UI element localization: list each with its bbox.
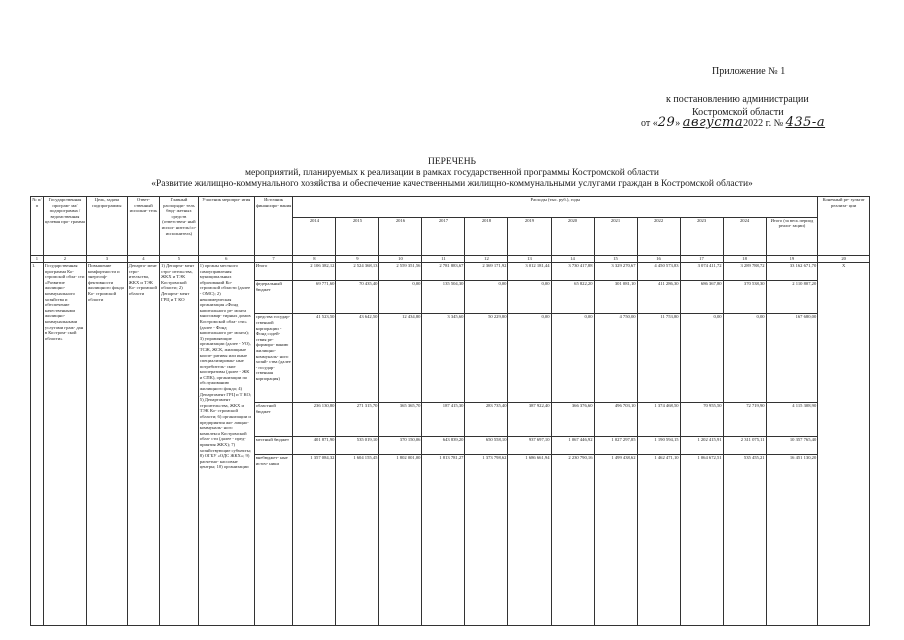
value-cell: 1 499 438,62 [594, 455, 637, 626]
appendix-date-line [641, 115, 825, 130]
value-cell: 496 703,10 [594, 403, 637, 436]
value-cell: 401 871,90 [293, 436, 336, 454]
value-cell: 643 839,20 [422, 436, 465, 454]
source-label: областной бюджет [254, 403, 293, 436]
total-cell: 2 110 807,20 [766, 281, 818, 314]
value-cell: 1 813 781,27 [422, 455, 465, 626]
date-day-handwritten: 29 [657, 115, 676, 130]
header-source: Источник финансиро- вания [254, 197, 293, 256]
total-cell: 33 162 671,70 [766, 263, 818, 281]
value-cell: 2 559 351,56 [379, 263, 422, 281]
source-label: местный бюджет [254, 436, 293, 454]
header-year: 2024 [723, 217, 766, 255]
value-cell: 283 735,40 [465, 403, 508, 436]
date-prefix: от « [641, 118, 658, 129]
column-number-row [31, 256, 870, 263]
value-cell: 3 012 181,44 [508, 263, 551, 281]
document-subtitle: мероприятий, планируемых к реализации в рамках государственной программы Костромской области [244, 168, 659, 178]
column-number: 17 [680, 256, 723, 263]
value-cell: 3 345,60 [422, 314, 465, 403]
header-year: 2020 [551, 217, 594, 255]
value-cell: 411 286,30 [637, 281, 680, 314]
row-number: 1. [31, 263, 44, 626]
value-cell: 236 130,80 [293, 403, 336, 436]
value-cell: 1 802 001,00 [379, 455, 422, 626]
value-cell: 72 719,90 [723, 403, 766, 436]
total-cell: 167 680,00 [766, 314, 818, 403]
column-number: 10 [379, 256, 422, 263]
value-cell: 4 750,00 [594, 314, 637, 403]
value-cell: 187 415,30 [422, 403, 465, 436]
value-cell: 271 315,70 [336, 403, 379, 436]
header-manager: Главный распоряди- тель бюд- жетных средств (ответствен- ный испол- нитель/со- исполнитель) [160, 197, 199, 256]
value-cell: 0,00 [465, 281, 508, 314]
value-cell: 0,00 [508, 281, 551, 314]
appendix-line1: к постановлению администрации [666, 94, 809, 105]
document-number-handwritten: 435-а [785, 115, 826, 130]
value-cell: 0,00 [723, 314, 766, 403]
column-number: 16 [637, 256, 680, 263]
column-number: 13 [508, 256, 551, 263]
value-cell: 387 922,40 [508, 403, 551, 436]
header-no: № п/п [31, 197, 44, 256]
value-cell: 365 365,70 [379, 403, 422, 436]
value-cell: 1 064 672,51 [680, 455, 723, 626]
value-cell: 1 202 415,91 [680, 436, 723, 454]
column-number: 6 [198, 256, 254, 263]
document-title: ПЕРЕЧЕНЬ [427, 157, 477, 167]
value-cell: 65 822,20 [551, 281, 594, 314]
source-label: Итого [254, 263, 293, 281]
header-year: 2014 [293, 217, 336, 255]
header-goal: Цель, задача подпрограммы [86, 197, 127, 256]
value-cell: 2 311 075,11 [723, 436, 766, 454]
value-cell: 1 604 155,45 [336, 455, 379, 626]
value-cell: 69 771,60 [293, 281, 336, 314]
row-program: Государственная программа Ко- стромской обла- сти «Развитие жилищно- коммунального хозяйства и обеспечение качественными жилищно- коммунальными услугами граж- дан в Костром- ской области» [43, 263, 86, 626]
header-expenses: Расходы (тыс. руб.), годы [293, 197, 818, 218]
value-cell: 0,00 [680, 314, 723, 403]
header-result: Конечный ре- зультат реализа- ции [818, 197, 870, 256]
row-participant: 1) органы местного самоуправления муниципальных образований Ко- стромской области (далее - ОМС); 2) некоммерческая организация «Фонд капитального ре- монта многоквар- тирных домов Костромской обла- сти» (далее - Фонд капитального ре- монта); 3) управляющие организации (далее - УО), ТСЖ, ЖСК, жилищные коопе- ративы или иные специализирован- ные потребитель- ские кооперативы (далее - ЖК и СПК), организации по обслуживанию жилищного фонда; 4) Департамент ГРЦ и Т КО; 5) Департамент строительства, ЖКХ и ТЭК Ко- стромской области; 6) организации и предприятия жи- лищно-коммуналь- ного комплекса Костромской обла- сти (далее - пред- приятия ЖКХ); 7) хозяйствующие субъекты; 8) ОГБУ «ОДС ЖКХ»; 9) расчетно- кассовые центры; 10) организации [198, 263, 254, 626]
header-program: Государственная програм- ма/подпрограмма /ведомственная целевая про- грамма [43, 197, 86, 256]
value-cell: 2 369 171,92 [465, 263, 508, 281]
value-cell: 301 081,10 [594, 281, 637, 314]
value-cell: 1 357 084,32 [293, 455, 336, 626]
value-cell: 1 374 468,50 [637, 403, 680, 436]
column-number: 8 [293, 256, 336, 263]
column-number: 7 [254, 256, 293, 263]
column-number: 19 [766, 256, 818, 263]
value-cell: 937 697,10 [508, 436, 551, 454]
header-total: Итого (за весь период реали- зации) [766, 217, 818, 255]
column-number: 15 [594, 256, 637, 263]
column-number: 2 [43, 256, 86, 263]
value-cell: 2 106 382,12 [293, 263, 336, 281]
row-responsible: Департа- мент стро- ительства, ЖКХ и ТЭК Ко- стромской области [127, 263, 159, 626]
column-number: 1 [31, 256, 44, 263]
value-cell: 2 524 368,13 [336, 263, 379, 281]
date-month-handwritten: августа [682, 115, 744, 130]
value-cell: 535 455,21 [723, 455, 766, 626]
value-cell: 0,00 [379, 281, 422, 314]
value-cell: 366 376,60 [551, 403, 594, 436]
header-year: 2021 [594, 217, 637, 255]
column-number: 9 [336, 256, 379, 263]
row-manager: 1) Департа- мент стро- ительства, ЖКХ и ТЭК Костромской области; 2) Департа- мент ГРЦ и Т КО [160, 263, 199, 626]
value-cell: 70 955,50 [680, 403, 723, 436]
appendix-line2: Костромской области [692, 107, 784, 118]
table-row [31, 263, 870, 281]
row-goal: Повышение комфортности и энергоэф- фективности жилищного фонда Ко- стромской области [86, 263, 127, 626]
value-cell: 1 190 594,15 [637, 436, 680, 454]
program-name: «Развитие жилищно-коммунального хозяйства и обеспечение качественными жилищно-коммунальными услугами граждан в Костромской области» [151, 179, 753, 189]
value-cell: 2 230 790,16 [551, 455, 594, 626]
value-cell: 1 067 446,92 [551, 436, 594, 454]
column-number: 3 [86, 256, 127, 263]
value-cell: 41 523,50 [293, 314, 336, 403]
column-number: 5 [160, 256, 199, 263]
header-year: 2017 [422, 217, 465, 255]
date-mid: » [675, 118, 683, 129]
value-cell: 43 642,50 [336, 314, 379, 403]
appendix-title: Приложение № 1 [712, 66, 786, 77]
column-number: 18 [723, 256, 766, 263]
header-responsible: Ответ- ственный исполни- тель [127, 197, 159, 256]
total-cell: 4 115 308,90 [766, 403, 818, 436]
header-year: 2022 [637, 217, 680, 255]
value-cell: 11 753,80 [637, 314, 680, 403]
value-cell: 370 150,06 [379, 436, 422, 454]
source-label: внебюджет- ные источ- ники [254, 455, 293, 626]
header-participant: Участник меропри- ятия [198, 197, 254, 256]
header-year: 2018 [465, 217, 508, 255]
source-label: федеральный бюджет [254, 281, 293, 314]
value-cell: 650 558,10 [465, 436, 508, 454]
column-number: 12 [465, 256, 508, 263]
column-number: 14 [551, 256, 594, 263]
column-number: 11 [422, 256, 465, 263]
header-year: 2019 [508, 217, 551, 255]
date-year: 2022 г. № [743, 118, 786, 129]
value-cell: 2 781 883,67 [422, 263, 465, 281]
value-cell: 135 504,30 [422, 281, 465, 314]
value-cell: 1 027 297,85 [594, 436, 637, 454]
total-cell: 16 451 130,20 [766, 455, 818, 626]
value-cell: 1 373 798,62 [465, 455, 508, 626]
value-cell: 3 329 270,67 [594, 263, 637, 281]
value-cell: 3 289 788,72 [723, 263, 766, 281]
value-cell: 535 019,10 [336, 436, 379, 454]
value-cell: 0,00 [551, 314, 594, 403]
value-cell: 686 367,80 [680, 281, 723, 314]
column-number: 20 [818, 256, 870, 263]
header-year: 2023 [680, 217, 723, 255]
value-cell: 0,00 [508, 314, 551, 403]
row-result: Х [818, 263, 870, 626]
value-cell: 50 229,80 [465, 314, 508, 403]
column-number: 4 [127, 256, 159, 263]
value-cell: 4 450 573,83 [637, 263, 680, 281]
value-cell: 70 435,40 [336, 281, 379, 314]
header-year: 2015 [336, 217, 379, 255]
measures-table [30, 196, 870, 626]
header-year: 2016 [379, 217, 422, 255]
source-label: средства государ- ственной корпорации - Фонд содей- ствия ре- формиро- ванию жилищно- коммуналь- ного хозяй- ства (далее - государ- ственная корпорация) [254, 314, 293, 403]
value-cell: 12 434,80 [379, 314, 422, 403]
value-cell: 370 538,30 [723, 281, 766, 314]
value-cell: 1 686 661,94 [508, 455, 551, 626]
total-cell: 10 357 765,40 [766, 436, 818, 454]
value-cell: 1 462 471,10 [637, 455, 680, 626]
value-cell: 3 074 411,72 [680, 263, 723, 281]
value-cell: 3 730 417,88 [551, 263, 594, 281]
